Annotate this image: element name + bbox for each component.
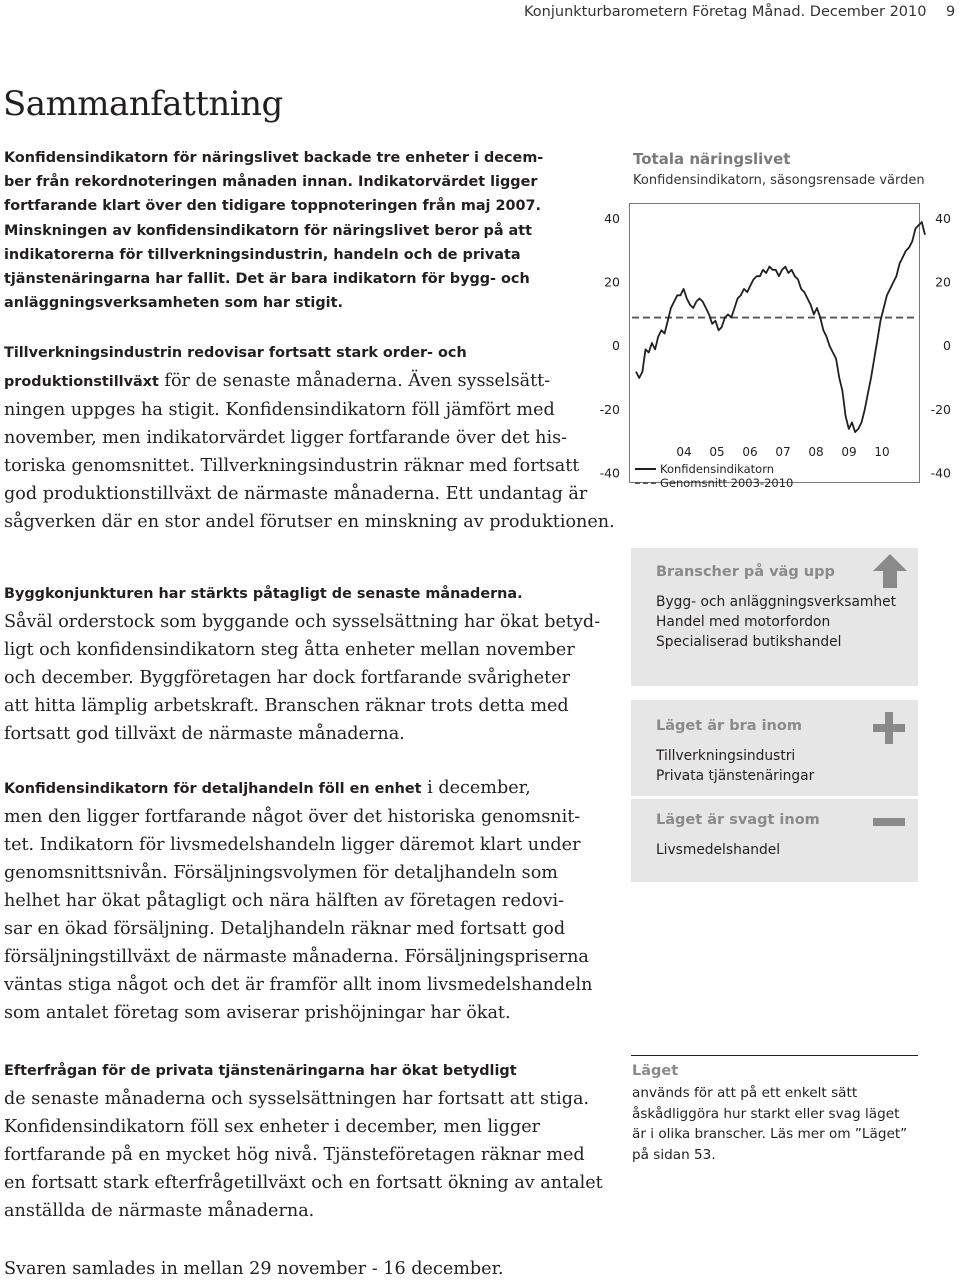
paragraph-line: god produktionstillväxt de närmaste månaderna. Ett undantag är xyxy=(4,484,588,504)
y-tick-label-right: 20 xyxy=(935,274,951,290)
intro-line: indikatorerna för tillverkningsindustrin, handeln och de privata xyxy=(4,246,521,263)
paragraph-lead: produktionstillväxt xyxy=(4,374,159,390)
paragraph-line: de senaste månaderna och sysselsättningen har fortsatt att stiga. xyxy=(4,1089,590,1109)
note-heading: Läget xyxy=(632,1063,679,1079)
list-item: Privata tjänstenäringar xyxy=(656,768,815,784)
publication-title: Konjunkturbarometern Företag Månad. December 2010 xyxy=(524,4,927,20)
paragraph-line: helhet har ökat påtagligt och nära hälften av företagen redovi- xyxy=(4,891,565,911)
y-tick-label-left: -40 xyxy=(599,465,620,481)
x-tick-label: 08 xyxy=(808,445,824,459)
series-confidence-indicator-line xyxy=(636,222,925,432)
chart-title: Totala näringslivet xyxy=(633,150,791,168)
paragraph-line: sågverken där en stor andel förutser en minskning av produktionen. xyxy=(4,512,615,532)
situation-good-list xyxy=(656,746,814,786)
intro-line: anläggningsverksamheten som har stigit. xyxy=(4,295,343,312)
x-tick-label: 05 xyxy=(709,445,725,459)
paragraph-text: i december, xyxy=(421,778,531,798)
note-body xyxy=(632,1083,907,1166)
paragraph-line: tet. Indikatorn för livsmedelshandeln ligger däremot klart under xyxy=(4,835,581,855)
list-item: Bygg- och anläggningsverksamhet xyxy=(656,594,896,610)
paragraph-lead: Byggkonjunkturen har stärkts påtagligt de senaste månaderna. xyxy=(4,586,523,602)
paragraph-line: fortfarande på en mycket hög nivå. Tjänsteföretagen räknar med xyxy=(4,1145,585,1165)
note-line: används för att på ett enkelt sätt xyxy=(632,1085,858,1101)
y-tick-label-right: -40 xyxy=(930,465,951,481)
paragraph-line: som antalet företag som aviserar prishöjningar har ökat. xyxy=(4,1003,511,1023)
situation-weak-heading: Läget är svagt inom xyxy=(656,812,820,828)
paragraph-line: försäljningstillväxt de närmaste månaderna. Försäljningspriserna xyxy=(4,947,589,967)
y-tick-label-left: -20 xyxy=(599,401,620,417)
paragraph-line: väntas stiga något och det är framför allt inom livsmedelshandeln xyxy=(4,975,593,995)
plus-icon xyxy=(873,712,905,749)
page-title: Sammanfattning xyxy=(3,84,283,124)
y-tick-label-right: 40 xyxy=(935,210,951,226)
y-tick-label-right: -20 xyxy=(930,401,951,417)
note-top-rule xyxy=(631,1055,918,1056)
note-line: på sidan 53. xyxy=(632,1147,716,1164)
paragraph-line: sar en ökad försäljning. Detaljhandeln räknar med fortsatt god xyxy=(4,919,566,939)
services-paragraph xyxy=(4,1057,603,1225)
arrow-up-icon xyxy=(872,553,908,594)
note-line: är i olika branscher. Läs mer om ”Läget” xyxy=(632,1126,908,1143)
paragraph-lead: Efterfrågan för de privata tjänstenäringarna har ökat betydligt xyxy=(4,1063,517,1079)
note-line: åskådliggöra hur starkt eller svag läget xyxy=(632,1105,900,1122)
x-tick-label: 10 xyxy=(874,445,890,459)
y-tick-label-left: 40 xyxy=(604,210,620,226)
retail-paragraph xyxy=(4,774,592,1027)
list-item: Livsmedelshandel xyxy=(656,842,781,858)
paragraph-line: Såväl orderstock som byggande och sysselsättning har ökat betyd- xyxy=(4,612,601,632)
list-item: Specialiserad butikshandel xyxy=(656,634,842,650)
paragraph-line: ligt och konfidensindikatorn steg åtta enheter mellan november xyxy=(4,640,575,660)
paragraph-line: toriska genomsnittet. Tillverkningsindustrin räknar med fortsatt xyxy=(4,456,580,476)
intro-line: Konfidensindikatorn för näringslivet backade tre enheter i decem- xyxy=(4,150,544,166)
paragraph-line: men den ligger fortfarande något över det historiska genomsnit- xyxy=(4,807,581,827)
intro-paragraph xyxy=(4,146,543,315)
situation-weak-list xyxy=(656,840,780,860)
paragraph-line: november, men indikatorvärdet ligger fortfarande över det his- xyxy=(4,428,568,448)
x-tick-label: 07 xyxy=(775,445,791,459)
industries-up-heading: Branscher på väg upp xyxy=(656,564,835,580)
list-item: Handel med motorfordon xyxy=(656,614,831,630)
x-tick-label: 04 xyxy=(676,445,692,459)
legend-label: Genomsnitt 2003-2010 xyxy=(660,476,794,490)
y-tick-label-right: 0 xyxy=(943,338,951,354)
paragraph-line: en fortsatt stark efterfrågetillväxt och en fortsatt ökning av antalet xyxy=(4,1173,603,1193)
confidence-indicator-chart xyxy=(580,200,960,495)
intro-line: Minskningen av konfidensindikatorn för näringslivet beror på att xyxy=(4,222,533,239)
manufacturing-paragraph xyxy=(4,339,615,536)
y-tick-label-left: 20 xyxy=(604,274,620,290)
legend-label: Konfidensindikatorn xyxy=(660,462,775,476)
paragraph-lead: Konfidensindikatorn för detaljhandeln föll en enhet xyxy=(4,781,422,797)
page-number: 9 xyxy=(946,4,956,20)
industries-up-list xyxy=(656,592,896,652)
situation-good-heading: Läget är bra inom xyxy=(656,718,802,734)
paragraph-lead: Tillverkningsindustrin redovisar fortsatt stark order- och xyxy=(4,345,467,361)
chart-subtitle: Konfidensindikatorn, säsongsrensade värden xyxy=(633,173,925,188)
list-item: Tillverkningsindustri xyxy=(656,748,796,764)
paragraph-line: genomsnittsnivån. Försäljningsvolymen för detaljhandeln som xyxy=(4,863,558,883)
paragraph-line: och december. Byggföretagen har dock fortfarande svårigheter xyxy=(4,668,571,688)
paragraph-line: anställda de närmaste månaderna. xyxy=(4,1201,315,1221)
paragraph-line: fortsatt god tillväxt de närmaste månaderna. xyxy=(4,724,405,744)
y-tick-label-left: 0 xyxy=(612,338,620,354)
x-tick-label: 09 xyxy=(841,445,857,459)
intro-line: ber från rekordnoteringen månaden innan. Indikatorvärdet ligger xyxy=(4,174,538,191)
construction-paragraph xyxy=(4,580,600,748)
intro-line: tjänstenäringarna har fallit. Det är bara indikatorn för bygg- och xyxy=(4,271,530,288)
intro-line: fortfarande klart över den tidigare toppnoteringen från maj 2007. xyxy=(4,198,542,215)
paragraph-line: Konfidensindikatorn föll sex enheter i december, men ligger xyxy=(4,1117,541,1137)
box-divider xyxy=(631,796,918,799)
paragraph-line: att hitta lämplig arbetskraft. Branschen räknar trots detta med xyxy=(4,696,569,716)
paragraph-line: ningen uppges ha stigit. Konfidensindikatorn föll jämfört med xyxy=(4,400,555,420)
x-tick-label: 06 xyxy=(742,445,758,459)
paragraph-text: för de senaste månaderna. Även sysselsätt- xyxy=(158,371,551,391)
survey-period-note: Svaren samlades in mellan 29 november - 16 december. xyxy=(4,1259,504,1279)
minus-icon xyxy=(873,818,905,826)
